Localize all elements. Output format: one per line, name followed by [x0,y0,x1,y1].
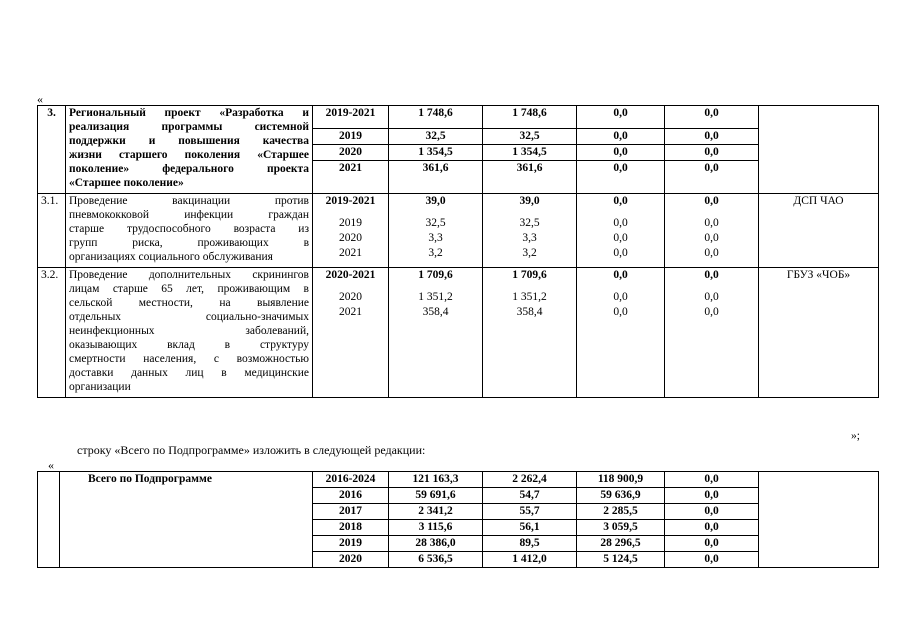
name-line: организациях социального обслуживания [69,251,273,263]
executor [759,106,879,194]
cell-total: 28 386,0 [389,536,483,552]
value-c2: 0,0 [613,107,628,119]
value-c3: 0,0 [665,128,758,144]
name-line: групп риска, проживающих в [69,237,309,249]
cell-c3: 0,0 [665,488,759,504]
cell-c3: 0,0 [665,552,759,568]
value-c2: 0,0 [613,306,628,318]
cell-c1: 1 412,0 [483,552,577,568]
value-c1: 32,5 [519,217,540,229]
value-c3: 0,0 [704,195,719,207]
cell-c1: 55,7 [483,504,577,520]
value-total: 3,3 [428,232,443,244]
value-periods: 2021 [313,160,388,176]
value-c1: 3,2 [522,247,537,259]
value-c1: 39,0 [519,195,540,207]
value-c1: 1 709,6 [512,269,547,281]
value-total: 1 354,5 [389,144,482,160]
value-c1: 3,3 [522,232,537,244]
cell-total: 2 341,2 [389,504,483,520]
cell-c3: 0,0 [665,472,759,488]
cell-c2: 2 285,5 [577,504,665,520]
value-c3: 0,0 [704,247,719,259]
value-c1: 1 351,2 [512,291,547,303]
cell-periods: 2018 [313,520,389,536]
value-periods: 2019 [339,217,362,229]
cell-periods: 2017 [313,504,389,520]
project-row [38,268,879,398]
value-periods: 2020 [339,291,362,303]
cell-c2 [577,194,665,268]
opening-quote: « [37,92,43,106]
cell-c2 [577,268,665,398]
cell-c1: 54,7 [483,488,577,504]
name-line: поддержки и повышения качества [69,135,309,147]
value-total: 39,0 [425,195,446,207]
total-row [38,472,879,488]
value-periods: 2019-2021 [325,195,376,207]
project-row [38,194,879,268]
name-line: отдельных социально-значимых [69,311,309,323]
name-line: старше трудоспособного возраста из [69,223,309,235]
value-c3: 0,0 [704,306,719,318]
name-line: сельской местности, на выявление [69,297,309,309]
value-c1: 32,5 [483,128,576,144]
cell-periods [313,268,389,398]
empty-executor [759,472,879,568]
row-number: 3. [38,106,66,194]
name-line: лицам старше 65 лет, проживающим в [69,283,309,295]
value-c2: 0,0 [577,128,664,144]
value-c1: 361,6 [483,160,576,176]
row-number: 3.2. [38,268,66,398]
name-line: жизни старшего поколения «Старшее [69,149,309,161]
cell-c1: 89,5 [483,536,577,552]
value-total: 1 351,2 [418,291,453,303]
cell-c1 [483,194,577,268]
cell-total [389,268,483,398]
cell-c3 [665,106,759,194]
name-line: Региональный проект «Разработка и [69,107,309,119]
cell-c3 [665,194,759,268]
cell-periods: 2020 [313,552,389,568]
cell-periods: 2016 [313,488,389,504]
value-periods: 2020 [313,144,388,160]
name-line: неинфекционных заболеваний, [69,325,309,337]
opening-quote-2: « [48,458,54,472]
value-c3: 0,0 [704,269,719,281]
name-line: оказывающих вклад в структуру [69,339,309,351]
value-total: 3,2 [428,247,443,259]
empty-cell [38,472,60,568]
value-c3: 0,0 [665,144,758,160]
total-label: Всего по Подпрограмме [60,472,313,568]
value-periods: 2019 [313,128,388,144]
project-table [37,105,879,398]
cell-c2: 3 059,5 [577,520,665,536]
row-name [66,106,313,194]
cell-total: 3 115,6 [389,520,483,536]
value-periods: 2021 [339,247,362,259]
cell-c1: 56,1 [483,520,577,536]
cell-total: 59 691,6 [389,488,483,504]
value-total: 1 709,6 [418,269,453,281]
name-line: доставки данных лиц в медицинские [69,367,309,379]
total-table [37,471,879,568]
value-total: 32,5 [389,128,482,144]
value-total: 361,6 [389,160,482,176]
cell-c2: 118 900,9 [577,472,665,488]
value-c2: 0,0 [577,160,664,176]
value-c1: 1 748,6 [512,107,547,119]
cell-periods [313,194,389,268]
value-c2: 0,0 [577,144,664,160]
row-name [66,268,313,398]
executor: ДСП ЧАО [759,194,879,268]
value-c3: 0,0 [704,291,719,303]
value-periods: 2020 [339,232,362,244]
value-c1: 1 354,5 [483,144,576,160]
name-line: Проведение дополнительных скринингов [69,269,309,281]
row-name [66,194,313,268]
cell-periods: 2019 [313,536,389,552]
name-line: организации [69,381,131,393]
value-total: 1 748,6 [418,107,453,119]
closing-quote: »; [851,430,860,442]
cell-c1 [483,106,577,194]
value-c3: 0,0 [704,107,719,119]
cell-c3: 0,0 [665,536,759,552]
cell-c2: 28 296,5 [577,536,665,552]
cell-c3: 0,0 [665,520,759,536]
instruction-text: строку «Всего по Подпрограмме» изложить в следующей редакции: [77,443,426,457]
name-line: смертности населения, с возможностью [69,353,309,365]
name-line: поколение» федерального проекта [69,163,309,175]
cell-total [389,106,483,194]
cell-periods [313,106,389,194]
cell-total: 6 536,5 [389,552,483,568]
value-c2: 0,0 [613,291,628,303]
cell-c1: 2 262,4 [483,472,577,488]
cell-c2: 5 124,5 [577,552,665,568]
value-c2: 0,0 [613,247,628,259]
name-line: пневмококковой инфекции граждан [69,209,309,221]
value-periods: 2019-2021 [325,107,376,119]
value-periods: 2020-2021 [325,269,376,281]
value-total: 32,5 [425,217,446,229]
cell-periods: 2016-2024 [313,472,389,488]
cell-total: 121 163,3 [389,472,483,488]
name-line: Проведение вакцинации против [69,195,309,207]
executor: ГБУЗ «ЧОБ» [759,268,879,398]
name-line: «Старшее поколение» [69,177,184,189]
value-c3: 0,0 [704,217,719,229]
value-c2: 0,0 [613,232,628,244]
value-c1: 358,4 [516,306,543,318]
cell-c2: 59 636,9 [577,488,665,504]
cell-c3 [665,268,759,398]
value-total: 358,4 [422,306,449,318]
cell-c1 [483,268,577,398]
value-periods: 2021 [339,306,362,318]
cell-total [389,194,483,268]
value-c3: 0,0 [704,232,719,244]
row-number: 3.1. [38,194,66,268]
value-c2: 0,0 [613,195,628,207]
name-line: реализация программы системной [69,121,309,133]
cell-c2 [577,106,665,194]
value-c2: 0,0 [613,269,628,281]
cell-c3: 0,0 [665,504,759,520]
value-c3: 0,0 [665,160,758,176]
value-c2: 0,0 [613,217,628,229]
project-row [38,106,879,194]
